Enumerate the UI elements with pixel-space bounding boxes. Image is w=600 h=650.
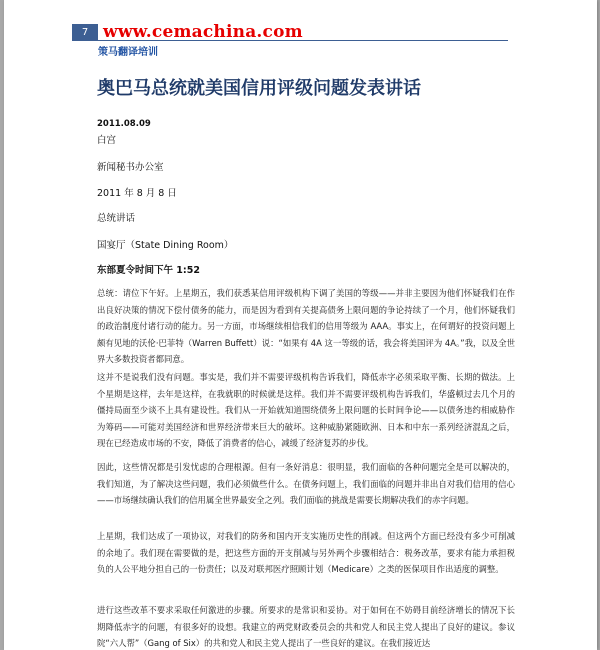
release-date: 2011 年 8 月 8 日 [97, 188, 177, 199]
paragraph-5: 进行这些改革不要求采取任何激进的步骤。所要求的是常识和妥协。对于如何在不妨碍目前经济增长的情况下长期降低赤字的问题，有很多好的设想。我建立的两党财政委员会的共和党人和民主党人提出了良好的建议。参议院“六人帮”（Gang of Six）的共和党人和民主党人提出了一些良好的建议。在我们接近达 [97, 605, 515, 648]
organization: 白宫 [97, 135, 117, 146]
office-name: 新闻秘书办公室 [97, 162, 164, 173]
document-title: 奥巴马总统就美国信用评级问题发表讲话 [97, 78, 421, 99]
venue: 国宴厅（State Dining Room） [97, 240, 234, 251]
paragraph-1: 总统：请位下午好。上星期五，我们获悉某信用评级机构下调了美国的等级——并非主要因为他们怀疑我们在作出良好决策的情况下偿付债务的能力，而是因为看到有关提高债务上限问题的争论持续了一个月，他们怀疑我们的政治制度付诸行动的能力。另一方面，市场继续相信我们的信用等级为 AAA。事实上，在何谓好的投资问题上颇有见地的沃伦·巴菲特（Warren Buffett）说：“如果有 4A 这一等级的话，我会将美国评为 4A。”我，以及全世界大多数投资者都同意。 [97, 288, 515, 364]
brand-label: 策马翻译培训 [98, 47, 158, 58]
paragraph-2: 这并不是说我们没有问题。事实是，我们并不需要评级机构告诉我们，降低赤字必须采取平衡、长期的做法。上个星期是这样，去年是这样，在我就职的时候就是这样。我们并不需要评级机构告诉我们，华盛顿过去几个月的僵持局面至少谈不上具有建设性。我们从一开始就知道围绕债务上限问题的长时间争论——以债务违约相威胁作为筹码——可能对美国经济和世界经济带来巨大的破坏。这种威胁紧随欧洲、日本和中东一系列经济混乱之后，现在已经造成市场的不安，降低了消费者的信心，减缓了经济复苏的步伐。 [97, 372, 515, 448]
document-type: 总统讲话 [97, 213, 136, 224]
paragraph-3: 因此，这些情况都是引发忧虑的合理根源。但有一条好消息：很明显，我们面临的各种问题完全是可以解决的，我们知道，为了解决这些问题，我们必须做些什么。在债务问题上，我们面临的问题并非出自对我们信用的信心——市场继续确认我们的信用属全世界最安全之列。我们面临的挑战是需要长期解决我们的赤字问题。 [97, 462, 515, 505]
document-page [4, 0, 597, 650]
paragraph-4: 上星期，我们达成了一项协议，对我们的防务和国内开支实施历史性的削减。但这两个方面已经没有多少可削减的余地了。我们现在需要做的是，把这些方面的开支削减与另外两个步骤相结合：税务改革，要求有能力承担税负的人公平地分担自己的一份责任；以及对联邦医疗照顾计划（Medicare）之类的医保项目作出适度的调整。 [97, 531, 515, 574]
date-code: 2011.08.09 [97, 119, 151, 129]
speech-time: 东部夏令时间下午 1:52 [97, 265, 200, 276]
page-number-badge: 7 [72, 24, 98, 41]
site-url-watermark: www.cemachina.com [103, 22, 303, 42]
